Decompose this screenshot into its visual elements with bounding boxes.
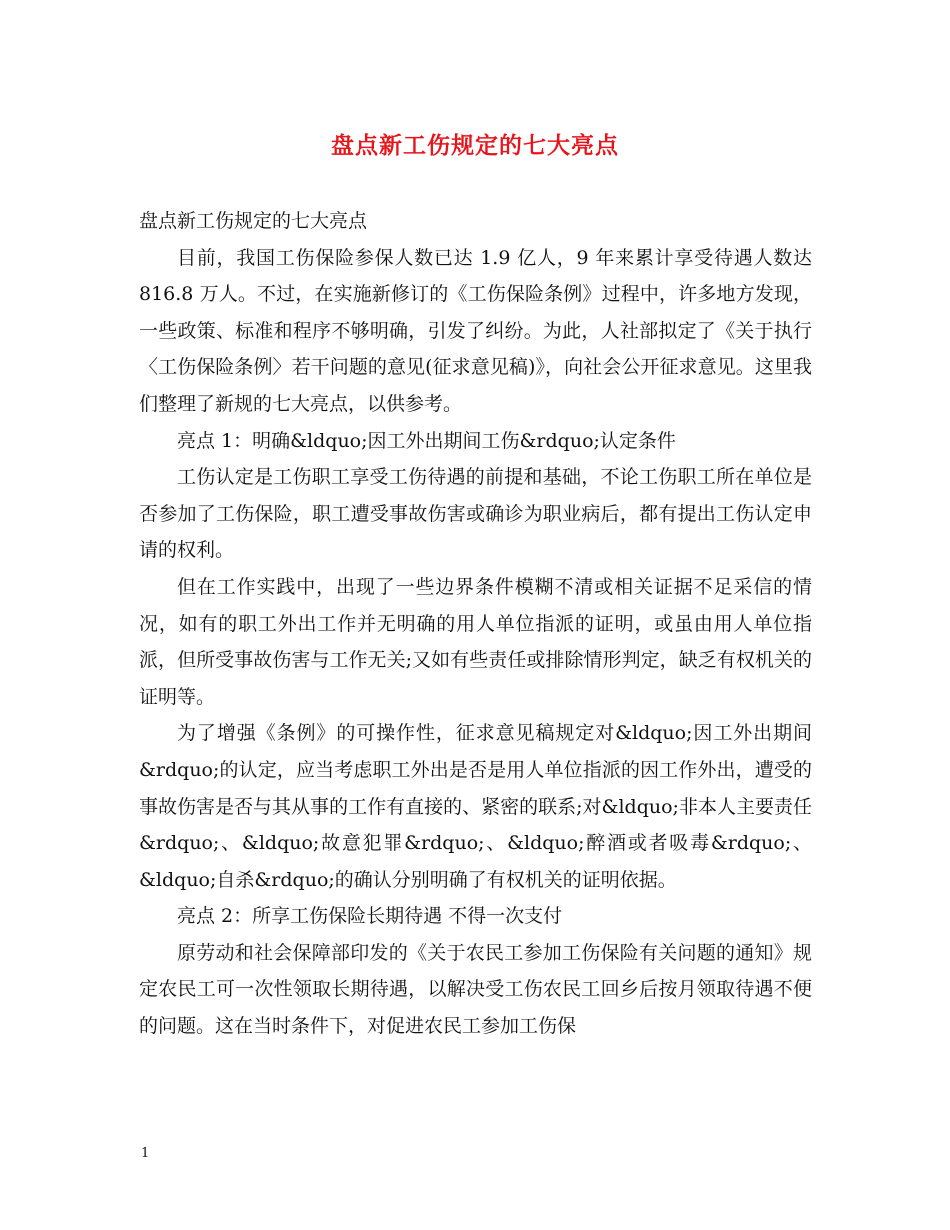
subtitle-paragraph: 盘点新工伤规定的七大亮点	[139, 210, 368, 232]
document-title: 盘点新工伤规定的七大亮点	[331, 132, 619, 159]
paragraph: 但在工作实践中，出现了一些边界条件模糊不清或相关证据不足采信的情况，如有的职工外出工作并无明确的用人单位指派的证明，或虽由用人单位指派，但所受事故伤害与工作无关;又如有些责任或排除情形判定，缺乏有权机关的证明等。	[139, 575, 812, 708]
paragraph: 工伤认定是工伤职工享受工伤待遇的前提和基础，不论工伤职工所在单位是否参加了工伤保险，职工遭受事故伤害或确诊为职业病后，都有提出工伤认定申请的权利。	[139, 466, 812, 562]
paragraph: 目前，我国工伤保险参保人数已达 1.9 亿人，9 年来累计享受待遇人数达 816.8 万人。不过，在实施新修订的《工伤保险条例》过程中，许多地方发现，一些政策、标准和程序不够明确，引发了纠纷。为此，人社部拟定了《关于执行〈工伤保险条例〉若干问题的意见(征求意见稿)》，向社会公开征求意见。这里我们整理了新规的七大亮点，以供参考。	[139, 246, 812, 415]
highlight-heading: 亮点 2：所享工伤保险长期待遇 不得一次支付	[177, 905, 563, 928]
document-body	[139, 203, 812, 1045]
page-number: 1	[141, 1146, 150, 1161]
highlight-heading: 亮点 1：明确&ldquo;因工外出期间工伤&rdquo;认定条件	[177, 429, 676, 452]
paragraph: 原劳动和社会保障部印发的《关于农民工参加工伤保险有关问题的通知》规定农民工可一次性领取长期待遇，以解决受工伤农民工回乡后按月领取待遇不便的问题。这在当时条件下，对促进农民工参加工伤保	[139, 941, 812, 1038]
paragraph: 为了增强《条例》的可操作性，征求意见稿规定对&ldquo;因工外出期间&rdquo;的认定，应当考虑职工外出是否是用人单位指派的因工作外出，遭受的事故伤害是否与其从事的工作有直接的、紧密的联系;对&ldquo;非本人主要责任&rdquo;、&ldquo;故意犯罪&rdquo;、&ldquo;醉酒或者吸毒&rdquo;、&ldquo;自杀&rdquo;的确认分别明确了有权机关的证明依据。	[139, 722, 812, 891]
